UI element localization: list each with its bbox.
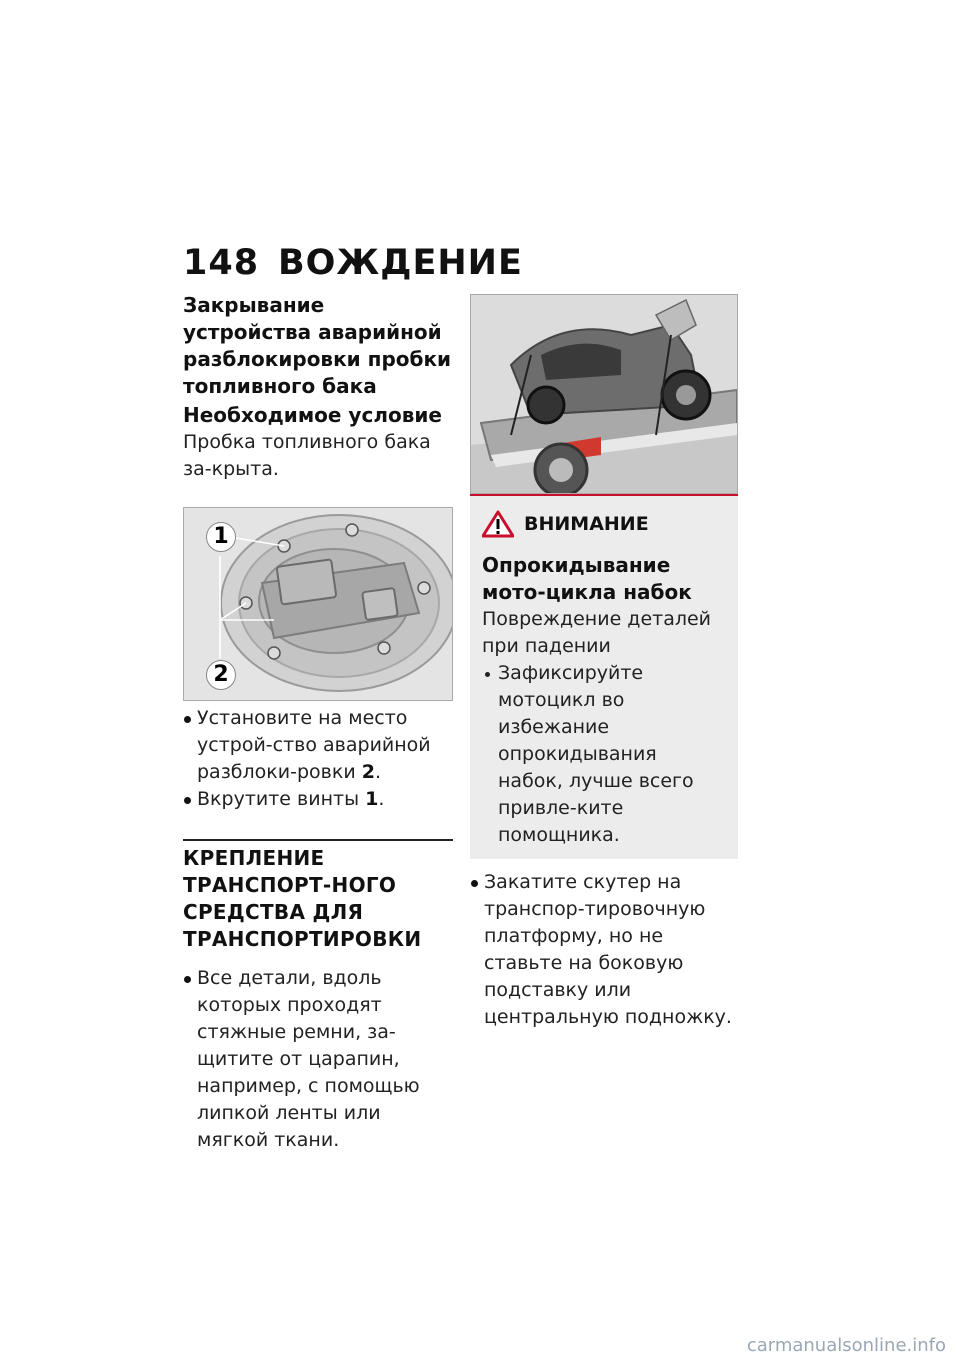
warning-list — [482, 660, 726, 849]
condition-title: Необходимое условие — [183, 403, 442, 427]
section-title: КРЕПЛЕНИЕ ТРАНСПОРТ-НОГО СРЕДСТВА ДЛЯ ТРАНСПОРТИРОВКИ — [183, 839, 453, 953]
right-column — [470, 294, 738, 1031]
ref-number: 2 — [361, 761, 375, 783]
warning-box — [470, 494, 738, 859]
warning-title: Опрокидывание мото-цикла набок — [482, 553, 692, 604]
list-item: Все детали, вдоль которых проходят стяжные ремни, за-щитите от царапин, например, с помощью липкой ленты или мягкой ткани. — [183, 965, 453, 1154]
warning-label: ВНИМАНИЕ — [524, 513, 649, 535]
section-list — [183, 965, 453, 1154]
step-item: Установите на место устрой-ство аварийной разблоки-ровки 2. — [183, 705, 453, 786]
ref-number: 1 — [365, 788, 379, 810]
motorcycle-trailer-illustration — [471, 295, 737, 493]
warning-header — [482, 510, 726, 538]
step-item: Закатите скутер на транспор-тировочную платформу, но не ставьте на боковую подставку или центральную подножку. — [470, 869, 738, 1031]
page-header — [183, 243, 523, 283]
warning-text: Повреждение деталей при падении — [482, 608, 712, 657]
watermark: carmanualsonline.info — [746, 1335, 946, 1356]
callout-1: 1 — [206, 522, 236, 552]
page-number: 148 — [183, 243, 260, 283]
left-column — [183, 292, 453, 1154]
callout-2: 2 — [206, 660, 236, 690]
warning-item: Зафиксируйте мотоцикл во избежание опрокидывания набок, лучше всего привле-ките помощника. — [482, 660, 726, 849]
steps-list — [183, 705, 453, 813]
fuel-cap-figure — [183, 507, 453, 701]
subsection-title: Закрывание устройства аварийной разблокировки пробки топливного бака — [183, 293, 452, 398]
condition-text: Пробка топливного бака за-крыта. — [183, 431, 431, 480]
warning-triangle-icon — [482, 510, 514, 538]
motorcycle-on-trailer-figure — [470, 294, 738, 494]
chapter-title: ВОЖДЕНИЕ — [278, 243, 523, 283]
step-item: Вкрутите винты 1. — [183, 786, 453, 813]
right-steps-list — [470, 869, 738, 1031]
